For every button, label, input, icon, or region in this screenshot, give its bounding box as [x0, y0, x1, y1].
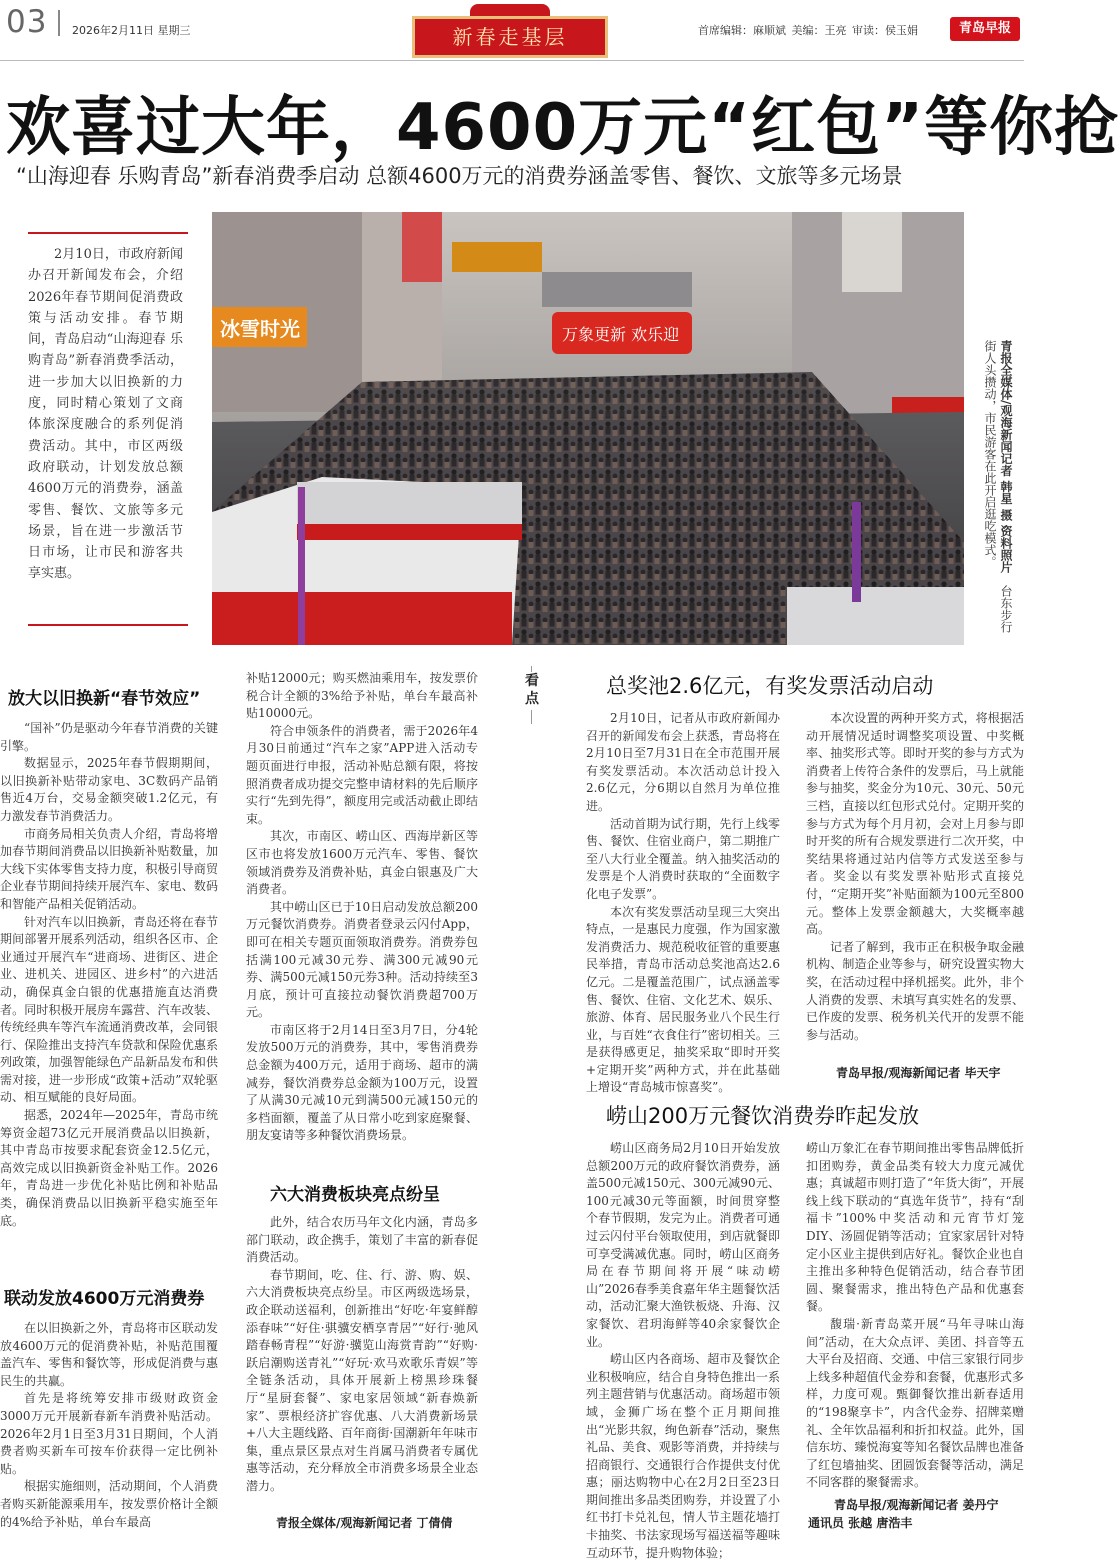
editors-credit: 首席编辑：麻顺斌 美编：王亮 审读：侯玉娟 — [698, 24, 918, 37]
article-column-4 — [806, 710, 1024, 1062]
paragraph: 据悉，2024年—2025年，青岛市统筹资金超73亿元开展消费品以旧换新，其中青岛市按要求配套资金12.5亿元，高效完成以旧换新资金补贴工作。2026年，青岛进一步优化补贴比例和补贴品类，确保消费品以旧换新平稳实施至年底。 — [0, 1108, 218, 1228]
paragraph: 补贴12000元；购买燃油乘用车，按发票价税合计全额的3%给予补贴，单台车最高补贴10000元。 — [246, 671, 478, 721]
issue-date: 2026年2月11日 星期三 — [72, 24, 191, 37]
article-column-6 — [806, 1140, 1024, 1492]
header-divider — [58, 10, 60, 36]
paragraph: 本次有奖发票活动呈现三大突出特点，一是惠民力度强，作为国家激发消费活力、规范税收征管的重要惠民举措，青岛市活动总奖池高达2.6亿元。二是覆盖范围广，试点涵盖零售、餐饮、住宿、文化艺术、娱乐、旅游、体育、居民服务业八个民生行业，与百姓“衣食住行”密切相关。三是获得感更足，抽奖采取“即时开奖+定期开奖”两种方式，并在此基础上增设“青岛城市惊喜奖”。 — [586, 904, 780, 1095]
article-column-3 — [586, 710, 780, 1095]
article-column-2 — [246, 670, 478, 1162]
byline-1: 青报全媒体/观海新闻记者 丁倩倩 — [276, 1516, 453, 1530]
section-title-trade-in: 放大以旧换新“春节效应” — [8, 689, 201, 709]
section-title-six-sectors: 六大消费板块亮点纷呈 — [270, 1185, 440, 1205]
paragraph: 崂山区内各商场、超市及餐饮企业积极响应，结合自身特色推出一系列主题营销与优惠活动。商场超市领域，金狮广场在整个正月期间推出“光影共叙，绚色新春”活动，聚焦礼品、美食、观影等消费，并持续与招商银行、交通银行合作提供支付优惠；丽达购物中心在2月2日至23日期间推出多品类团购券，并设置了小红书打卡兑礼包，情人节主题花墙打卡抽奖、书法家现场写福送福等趣味互动环节，提升购物体验； — [586, 1352, 780, 1560]
main-headline: 欢喜过大年，4600万元“红包”等你抢 — [6, 91, 1119, 165]
paragraph: 针对汽车以旧换新，青岛还将在春节期间部署开展系列活动，组织各区市、企业通过开展汽车“进商场、进街区、进企业、进机关、进园区、进乡村”的六进活动，确保真金白银的优惠措施直达消费者。同时积极开展房车露营、汽车改装、传统经典车等汽车流通消费改革，会同银行、保险推出支持汽车贷款和保险优惠系列政策，加强智能绿色产品新品发布和供需对接，进一步形成“政策+活动”双轮驱动、相互赋能的良好局面。 — [0, 914, 218, 1105]
paragraph: 崂山区商务局2月10日开始发放总额200万元的政府餐饮消费券，涵盖500元减150元、300元减90元、100元减30元等面额，时间贯穿整个春节假期，发完为止。消费者可通过云闪付平台领取使用，到店就餐即可享受满减优惠。同时，崂山区商务局在春节期间将开展“味动崂山”2026春季美食嘉年华主题餐饮活动，活动汇聚大渔铁板烧、升海、汉家餐饮、君玥海鲜等40余家餐饮企业。 — [586, 1141, 780, 1349]
intro-rule-top — [28, 232, 188, 234]
byline-3-correspondents: 通讯员 张越 唐浩丰 — [808, 1516, 913, 1530]
section-title-coupons: 联动发放4600万元消费券 — [4, 1289, 205, 1309]
byline-3: 青岛早报/观海新闻记者 姜丹宁 — [834, 1498, 999, 1512]
paragraph: 活动首期为试行期，先行上线零售、餐饮、住宿业商户，第二期推广至八大行业全覆盖。纳入抽奖活动的发票是个人消费时获取的“全面数字化电子发票”。 — [586, 816, 780, 901]
intro-body: 2月10日，市政府新闻办召开新闻发布会，介绍2026年春节期间促消费政策与活动安排。春节期间，青岛启动“山海迎春 乐购青岛”新春消费季活动，进一步加大以旧换新的力度，同时精心策划了文商体旅深度融合的系列促消费活动。其中，市区两级政府联动，计划发放总额4600万元的消费券，涵盖零售、餐饮、文旅等多元场景，旨在进一步激活节日市场，让市民和游客共享实惠。 — [28, 247, 183, 582]
paragraph: 2月10日，记者从市政府新闻办召开的新闻发布会上获悉，青岛将在2月10日至7月31日在全市范围开展有奖发票活动。本次活动总计投入2.6亿元，分6期以自然月为单位推进。 — [586, 711, 780, 813]
intro-rule-bottom — [28, 624, 188, 626]
crowd-street-illustration — [212, 212, 964, 645]
paragraph: 此外，结合农历马年文化内涵，青岛多部门联动，政企携手，策划了丰富的新春促消费活动。 — [246, 1215, 478, 1265]
kandian-tick-top — [531, 666, 532, 672]
paragraph: “国补”仍是驱动今年春节消费的关键引擎。 — [0, 721, 218, 753]
paragraph: 在以旧换新之外，青岛将市区联动发放4600万元的促消费补贴，补贴范围覆盖汽车、零售和餐饮等，形成促消费与惠民生的共赢。 — [0, 1321, 218, 1388]
paragraph: 市南区将于2月14日至3月7日，分4轮发放500万元的消费券，其中，零售消费券总金额为400万元，适用于商场、超市的满减券，餐饮消费券总金额为100万元，设置了从满30元减10元到满500元减150元的多档面额，覆盖了从日常小吃到家庭聚餐、朋友宴请等多种餐饮消费场景。 — [246, 1022, 478, 1143]
paragraph: 馥瑞·新青岛菜开展“马年寻味山海间”活动，在大众点评、美团、抖音等五大平台及招商、交通、中信三家银行同步上线多种超值代金券和套餐，优惠形式多样，力度可观。甄御餐饮推出新春适用的“198聚享卡”，内含代金券、招牌菜赠礼、全年饮品福利和折扣权益。此外，国信东坊、臻悦海宴等知名餐饮品牌也准备了红包墙抽奖、团圆饭套餐等活动，满足不同客群的聚餐需求。 — [806, 1316, 1024, 1490]
paragraph: 市商务局相关负责人介绍，青岛将增加春节期间消费品以旧换新补贴数量，加大线下实体零售支持力度，积极引导商贸企业春节期间持续开展汽车、家电、数码和智能产品相关促销活动。 — [0, 826, 218, 911]
photo-credit: 青报全媒体/观海新闻记者 韩星 摄 资料照片 — [999, 340, 1013, 573]
newspaper-logo: 青岛早报 — [950, 17, 1020, 41]
page-number: 03 — [6, 4, 48, 40]
photo-caption — [970, 340, 1014, 640]
kandian-tick-bottom — [531, 710, 532, 724]
column-banner: 新春走基层 — [412, 16, 608, 58]
article-column-2b — [246, 1214, 478, 1512]
intro-text — [28, 244, 183, 585]
paragraph: 其中崂山区已于10日启动发放总额200万元餐饮消费券。消费者登录云闪付App，即可在相关专题页面领取消费券。消费券包括满100元减30元券、满300元减90元券、满500元减150元券3种。活动持续至3月底，预计可直接拉动餐饮消费超700万元。 — [246, 899, 478, 1020]
paragraph: 根据实施细则，活动期间，个人消费者购买新能源乘用车，按发票价格计全额的4%给予补贴，单台车最高 — [0, 1479, 218, 1529]
paragraph: 记者了解到，我市正在积极争取金融机构、制造企业等参与，研究设置实物大奖，在活动过程中择机摇奖。此外，非个人消费的发票、未填写真实姓名的发票、已作废的发票、税务机关代开的发票不能参与活动。 — [806, 939, 1024, 1042]
paragraph: 其次，市南区、崂山区、西海岸新区等区市也将发放1600万元汽车、零售、餐饮领域消费券及消费补贴，真金白银惠及广大消费者。 — [246, 829, 478, 897]
paragraph: 崂山万象汇在春节期间推出零售品牌低折扣团购券，黄金品类有较大力度元减优惠；真诚超市则打造了“年货大街”，开展线上线下联动的“真选年货节”，持有“刮福卡”100%中奖活动和元宵节灯笼DIY、汤圆促销等活动；宜家家居针对特定小区业主提供到店好礼。餐饮企业也自主推出多种特色促销活动，结合春节团圆、聚餐需求，推出特色产品和优惠套餐。 — [806, 1141, 1024, 1314]
article-column-1 — [0, 720, 218, 1270]
section-title-invoice-lottery: 总奖池2.6亿元，有奖发票活动启动 — [606, 674, 934, 698]
sign-text-left: 冰雪时光 — [220, 317, 300, 341]
byline-2: 青岛早报/观海新闻记者 毕天宇 — [836, 1066, 1001, 1080]
sign-text-center: 万象更新 欢乐迎 — [562, 325, 680, 344]
paragraph: 春节期间，吃、住、行、游、购、娱、六大消费板块亮点纷呈。市区两级选场景，政企联动送福利，创新推出“好吃·年宴鲜醇添春味”“好住·骐骥安栖享青居”“好行·驰风踏春畅青程”“好游·骥览山海赏青韵”“好购·跃启潮购送青礼”“好玩·欢马欢歌乐青娱”等全链条活动，具体开展新上榜黑珍珠餐厅“星厨套餐”、家电家居领域“新春焕新家”、票根经济扩容优惠、八大消费新场景+八大主题线路、百年商街·国潮新年年味市集，重点景区景点对生肖属马消费者专属优惠等活动，充分释放全市消费多场景全业态潜力。 — [246, 1267, 478, 1493]
sub-headline: “山海迎春 乐购青岛”新春消费季启动 总额4600万元的消费券涵盖零售、餐饮、文旅等多元场景 — [16, 164, 903, 188]
street-photo — [212, 212, 964, 645]
kandian-label: 看点 — [525, 673, 539, 707]
paragraph: 数据显示，2025年春节假期期间，以旧换新补贴带动家电、3C数码产品销售近4万台，交易金额突破1.2亿元，有力激发春节消费活力。 — [0, 756, 218, 823]
paragraph: 首先是将统筹安排市级财政资金3000万元开展新春新车消费补贴活动。2026年2月1日至3月31日期间，个人消费者购买新车可按车价获得一定比例补贴。 — [0, 1391, 218, 1476]
paragraph: 符合申领条件的消费者，需于2026年4月30日前通过“汽车之家”APP进入活动专题页面进行申报，活动补贴总额有限，将按照消费者成功提交完整申请材料的先后顺序实行“先到先得”，额度用完或活动截止即结束。 — [246, 723, 478, 826]
article-column-5 — [586, 1140, 780, 1560]
section-title-laoshan: 崂山200万元餐饮消费券昨起发放 — [606, 1104, 920, 1128]
article-column-1b — [0, 1320, 218, 1530]
paragraph: 本次设置的两种开奖方式，将根据活动开展情况适时调整奖项设置、中奖概率、抽奖形式等。即时开奖的参与方式为消费者上传符合条件的发票后，马上就能参与抽奖，奖金分为10元、30元、50元三档，直接以红包形式兑付。定期开奖的参与方式为每个月月初，会对上月参与即时开奖的所有合规发票进行二次开奖，中奖结果将通过站内信等方式发送至参与者。奖金以有奖发票补贴形式直接兑付，“定期开奖”补贴面额为100元至800元。整体上发票金额越大，大奖概率越高。 — [806, 711, 1024, 937]
photo-note: 台东步行街人头攒动，市民游客在此开启逛吃模式。 — [983, 340, 1013, 633]
header-rule — [0, 60, 1024, 61]
